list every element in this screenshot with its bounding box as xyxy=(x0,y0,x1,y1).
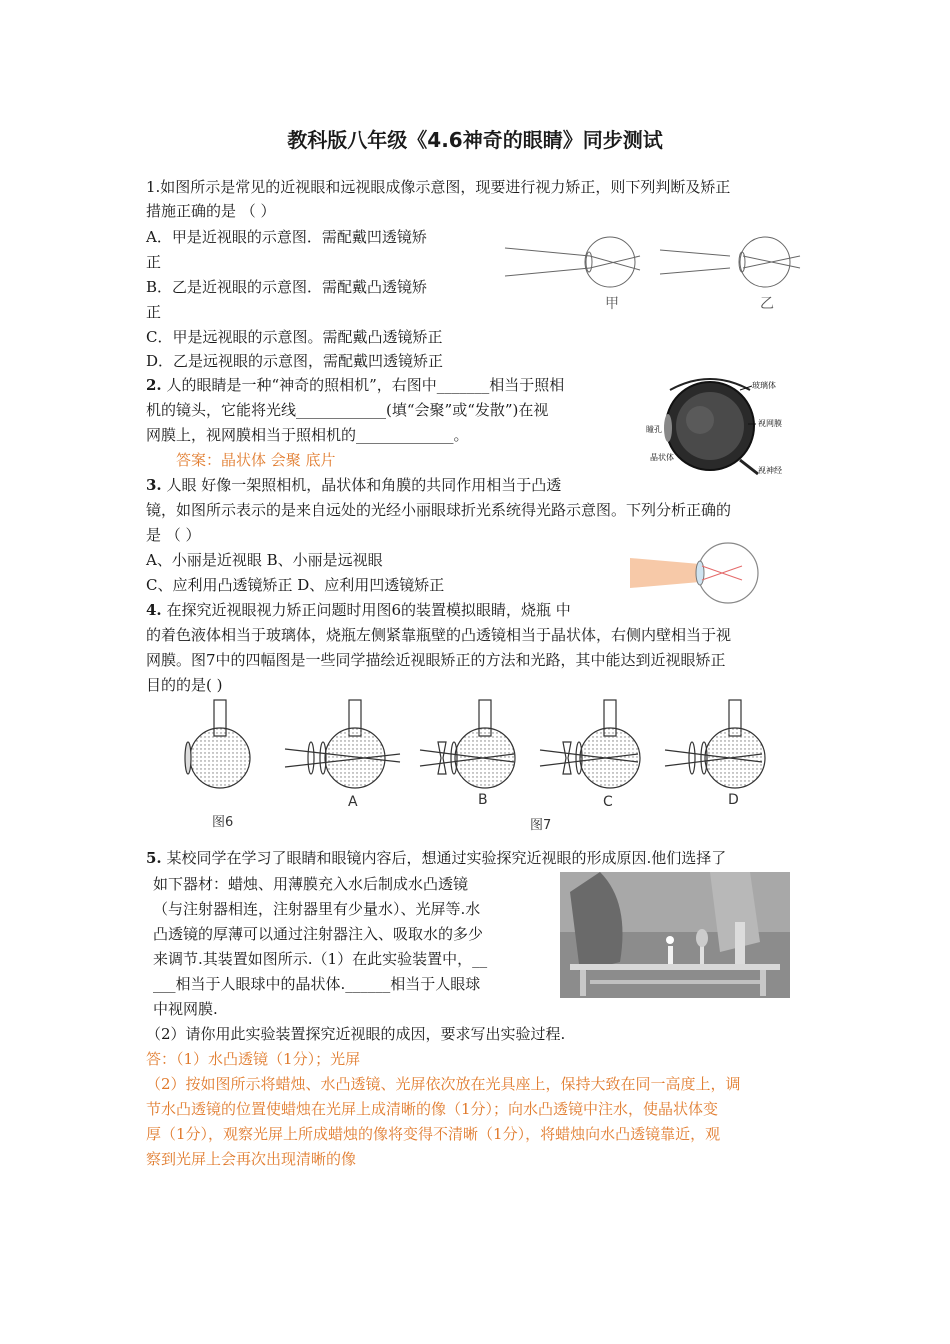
q4-line-2: 的着色液体相当于玻璃体，烧瓶左侧紧靠瓶壁的凸透镜相当于晶状体，右侧内壁相当于视 xyxy=(146,626,732,644)
q1-line-2: 措施正确的是 （ ） xyxy=(146,202,276,220)
q4-line-3: 网膜。图7中的四幅图是一些同学描绘近视眼矫正的方法和光路，其中能达到近视眼矫正 xyxy=(146,651,726,669)
q1-option-c: C．甲是远视眼的示意图。需配戴凸透镜矫正 xyxy=(146,328,443,346)
q5-answer-3: 节水凸透镜的位置使蜡烛在光屏上成清晰的像（1分）；向水凸透镜中注水，使晶状体变 xyxy=(146,1100,719,1118)
q2-line-2: 机的镜头，它能将光线____________(填“会聚”或“发散”)在视 xyxy=(146,401,549,419)
q5-answer-2: （2）按如图所示将蜡烛、水凸透镜、光屏依次放在光具座上，保持大致在同一高度上，调 xyxy=(146,1075,741,1093)
q3-line-2: 镜，如图所示表示的是来自远处的光经小丽眼球折光系统得光路示意图。下列分析正确的 xyxy=(146,501,732,519)
q4-line-1 xyxy=(146,599,571,621)
myopia-light-path-figure xyxy=(630,540,770,606)
eyeball-diagram-figure xyxy=(640,370,800,480)
q5-answer-1: 答：（1）水凸透镜（1分）；光屏 xyxy=(146,1050,361,1068)
fig7-label-c: C xyxy=(603,794,613,810)
q4-number: 4. xyxy=(146,601,162,619)
q5-line-1 xyxy=(146,847,726,869)
fig-label-lens: 晶状体 xyxy=(650,453,674,462)
q5-answer-5: 察到光屏上会再次出现清晰的像 xyxy=(146,1150,357,1168)
flask-eye-model-figure xyxy=(180,696,780,836)
fig7-label-a: A xyxy=(348,794,358,810)
q5-number: 5. xyxy=(146,849,162,867)
q5-line-3: （与注射器相连，注射器里有少量水）、光屏等.水 xyxy=(153,900,481,918)
q5-line-8: （2）请你用此实验装置探究近视眼的成因，要求写出实验过程. xyxy=(146,1025,566,1043)
experiment-photo xyxy=(560,872,790,998)
eye-diagram-figure xyxy=(500,228,810,320)
q1-line-1: 1.如图所示是常见的近视眼和远视眼成像示意图，现要进行视力矫正，则下列判断及矫正 xyxy=(146,178,731,196)
q1-option-a: A．甲是近视眼的示意图．需配戴凹透镜矫 xyxy=(146,228,427,246)
q5-text-1: 某校同学在学习了眼睛和眼镜内容后，想通过实验探究近视眼的形成原因.他们选择了 xyxy=(161,849,727,867)
q5-answer-4: 厚（1分），观察光屏上所成蜡烛的像将变得不清晰（1分），将蜡烛向水凸透镜靠近，观 xyxy=(146,1125,721,1143)
q1-option-d: D．乙是远视眼的示意图，需配戴凹透镜矫正 xyxy=(146,352,444,370)
page-title: 教科版八年级《4.6神奇的眼睛》同步测试 xyxy=(287,128,663,152)
fig-label-pupil: 瞳孔 xyxy=(646,425,662,434)
q2-line-3: 网膜上，视网膜相当于照相机的_____________。 xyxy=(146,426,469,444)
fig-label-yi: 乙 xyxy=(760,296,774,312)
q5-line-2: 如下器材：蜡烛、用薄膜充入水后制成水凸透镜 xyxy=(153,875,469,893)
fig6-caption: 图6 xyxy=(212,815,234,830)
q4-text-1: 在探究近视眼视力矫正问题时用图6的装置模拟眼睛，烧瓶 中 xyxy=(161,601,571,619)
fig7-label-b: B xyxy=(478,792,488,808)
q2-number: 2. xyxy=(146,376,162,394)
q5-line-7: 中视网膜. xyxy=(153,1000,218,1018)
q3-text-1: 人眼 好像一架照相机，晶状体和角膜的共同作用相当于凸透 xyxy=(161,476,562,494)
fig7-caption: 图7 xyxy=(530,818,552,833)
q2-text-1: 人的眼睛是一种“神奇的照相机”，右图中_______相当于照相 xyxy=(161,376,565,394)
fig-label-vitreous: 玻璃体 xyxy=(752,381,776,390)
q5-line-5: 来调节.其装置如图所示.（1）在此实验装置中，__ xyxy=(153,950,488,968)
q5-line-4: 凸透镜的厚薄可以通过注射器注入、吸取水的多少 xyxy=(153,925,484,943)
q1-option-b: B．乙是近视眼的示意图．需配戴凸透镜矫 xyxy=(146,278,428,296)
q1-option-b-cont: 正 xyxy=(146,303,162,321)
q3-options-cd: C、应利用凸透镜矫正 D、应利用凹透镜矫正 xyxy=(146,576,445,594)
q3-line-1 xyxy=(146,474,561,496)
q2-line-1 xyxy=(146,374,564,396)
q2-answer: 答案：晶状体 会聚 底片 xyxy=(176,451,336,469)
fig-label-jia: 甲 xyxy=(605,296,619,312)
q3-options-ab: A、小丽是近视眼 B、小丽是远视眼 xyxy=(146,551,383,569)
q3-line-3: 是 （ ） xyxy=(146,526,201,544)
q3-number: 3. xyxy=(146,476,162,494)
q4-line-4: 目的的是( ) xyxy=(146,676,223,694)
q1-option-a-cont: 正 xyxy=(146,253,162,271)
fig-label-retina: 视网膜 xyxy=(758,419,782,428)
fig-label-optic-nerve: 视神经 xyxy=(758,466,782,475)
fig7-label-d: D xyxy=(728,792,739,808)
q5-line-6: ___相当于人眼球中的晶状体.______相当于人眼球 xyxy=(153,975,481,993)
